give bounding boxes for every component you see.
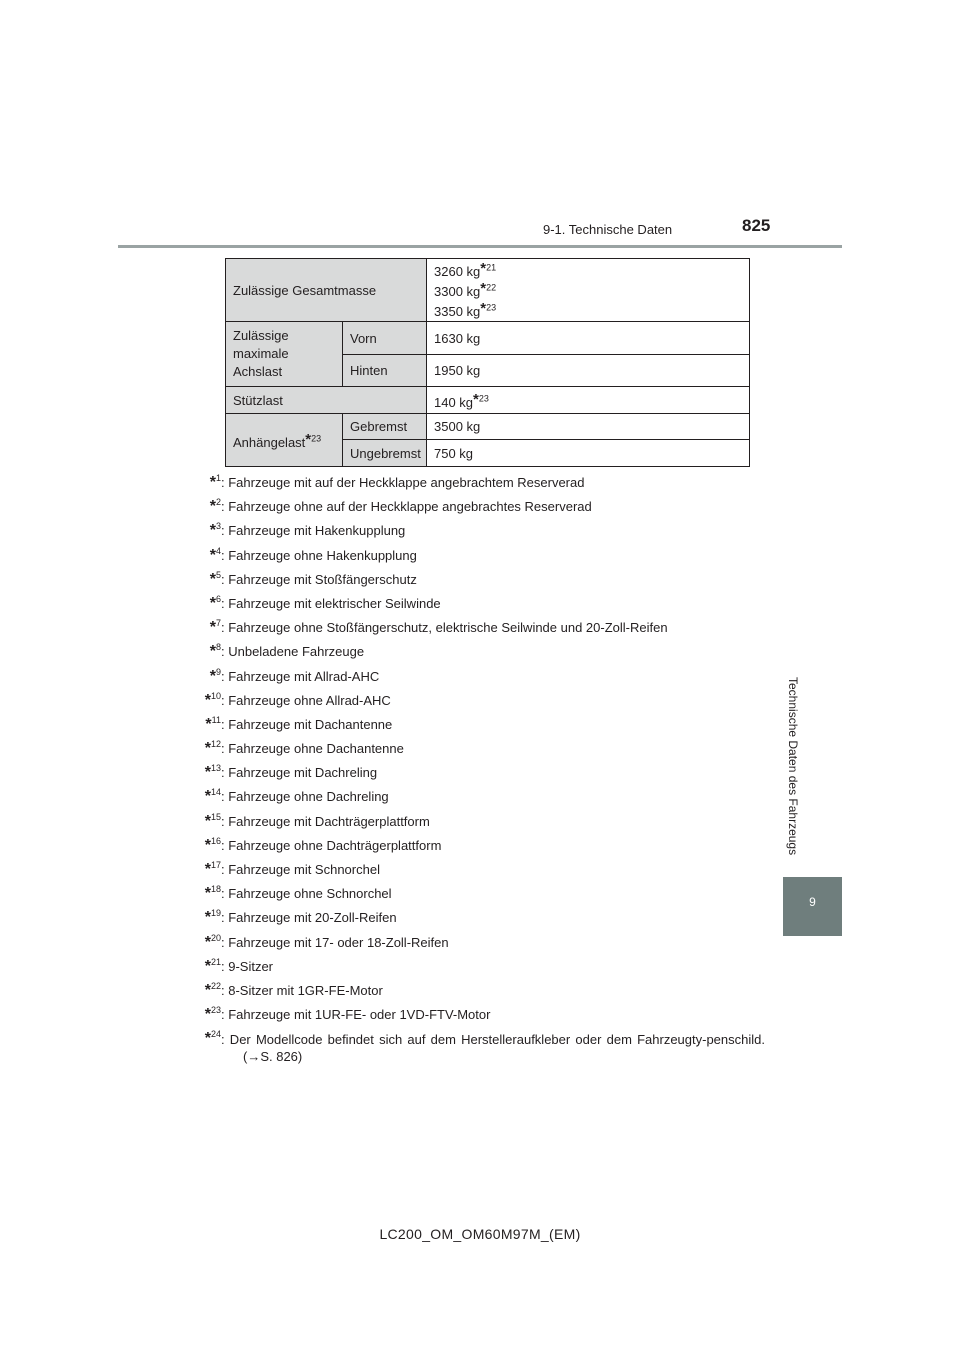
table-cell-label: Zulässige Gesamtmasse bbox=[226, 259, 427, 322]
footnote-marker: *$^{15}$ bbox=[204, 811, 221, 830]
footnote-marker: *$^8$ bbox=[209, 642, 221, 661]
table-row bbox=[226, 322, 750, 355]
footnote-text: : Fahrzeuge mit Stoßfängerschutz bbox=[221, 571, 417, 587]
footnote-text: : Fahrzeuge mit Dachträgerplattform bbox=[221, 813, 430, 829]
footnote-text: : Fahrzeuge ohne auf der Heckklappe angebrachtes Reserverad bbox=[221, 499, 592, 515]
footnote-marker: *$^{22}$ bbox=[204, 980, 221, 999]
footnote-item bbox=[204, 763, 750, 787]
footnote-item bbox=[209, 497, 750, 521]
footnote-marker: *$^{20}$ bbox=[204, 932, 221, 951]
gesamtmasse-value-2: 3300 kg*$^{22}$ bbox=[434, 280, 497, 300]
footnote-text: : Fahrzeuge mit elektrischer Seilwinde bbox=[221, 595, 441, 611]
footnote-item bbox=[209, 594, 750, 618]
footnote-text: : Fahrzeuge mit 17- oder 18-Zoll-Reifen bbox=[221, 934, 449, 950]
footnote-marker: *$^{16}$ bbox=[204, 835, 221, 854]
footnote-text: : Fahrzeuge ohne Dachreling bbox=[221, 789, 389, 805]
footnote-item bbox=[204, 956, 750, 981]
footnote-text: : Fahrzeuge mit Dachantenne bbox=[221, 716, 393, 732]
footnote-text: : Fahrzeuge ohne Schnorchel bbox=[221, 886, 392, 902]
header-rule bbox=[118, 245, 842, 248]
footnote-marker: *$^{14}$ bbox=[204, 787, 221, 806]
table-row bbox=[226, 387, 750, 414]
footnote-marker: *$^6$ bbox=[209, 593, 221, 612]
footnote-marker: *$^4$ bbox=[209, 545, 221, 564]
footnote-marker: *$^{19}$ bbox=[204, 908, 221, 927]
table-row bbox=[226, 414, 750, 440]
footnote-marker: *$^5$ bbox=[209, 569, 221, 588]
footnote-marker: *$^{10}$ bbox=[204, 690, 221, 709]
table-row bbox=[226, 259, 750, 322]
table-cell-label: Gebremst bbox=[343, 414, 427, 440]
footnote-text: : Fahrzeuge mit Schnorchel bbox=[221, 862, 380, 877]
footnote-marker: *$^{21}$ bbox=[204, 956, 221, 975]
footnote-text: : Fahrzeuge ohne Dachträgerplattform bbox=[221, 837, 442, 853]
footnote-marker: *$^2$ bbox=[209, 497, 221, 516]
footnote-text: : Fahrzeuge mit Hakenkupplung bbox=[221, 523, 406, 539]
footnote-marker: *$^{18}$ bbox=[204, 884, 221, 903]
footnote-item bbox=[204, 1029, 765, 1069]
footnote-marker: *$^1$ bbox=[209, 473, 221, 491]
footnote-item bbox=[204, 1005, 750, 1029]
footnote-text: : Fahrzeuge mit Dachreling bbox=[221, 765, 378, 781]
footnote-item bbox=[204, 811, 750, 836]
footnote-text: : 8-Sitzer mit 1GR-FE-Motor bbox=[221, 982, 383, 998]
page-number: 825 bbox=[742, 216, 771, 235]
footnote-item bbox=[204, 908, 750, 932]
footnote-text: : Unbeladene Fahrzeuge bbox=[221, 644, 365, 660]
footnote-text: : Der Modellcode befindet sich auf dem Herstelleraufkleber oder dem Fahrzeugty-penschild. (→S. 826) bbox=[221, 1032, 765, 1065]
footnote-item bbox=[209, 473, 750, 497]
table-cell-value: 1630 kg bbox=[427, 322, 750, 355]
table-cell-label: Stützlast bbox=[226, 387, 427, 414]
footnote-marker: *$^{17}$ bbox=[204, 860, 221, 878]
footnote-item bbox=[204, 787, 750, 811]
footnote-marker: *$^{13}$ bbox=[204, 763, 221, 782]
gesamtmasse-value-1: 3260 kg*$^{21}$ bbox=[434, 259, 497, 279]
table-cell-value: 1950 kg bbox=[427, 355, 750, 387]
footnote-item bbox=[209, 570, 750, 594]
footnote-item bbox=[204, 835, 750, 860]
footnote-item bbox=[209, 546, 750, 570]
footnote-marker: *$^{12}$ bbox=[204, 739, 221, 758]
footnote-item bbox=[204, 690, 750, 715]
footnote-list bbox=[204, 473, 765, 1069]
footnote-marker: *$^{23}$ bbox=[204, 1005, 221, 1024]
table-cell-label: Vorn bbox=[343, 322, 427, 355]
footnote-item bbox=[204, 739, 750, 763]
footnote-item bbox=[204, 860, 750, 884]
table-cell-value: 750 kg bbox=[427, 440, 750, 467]
table-cell-value bbox=[427, 259, 750, 322]
table-cell-label: Hinten bbox=[343, 355, 427, 387]
footnote-text: : Fahrzeuge ohne Dachantenne bbox=[221, 741, 404, 757]
footnote-item bbox=[209, 642, 750, 666]
footnote-item bbox=[204, 884, 750, 908]
spec-table bbox=[225, 258, 750, 467]
side-chapter-label: Technische Daten des Fahrzeugs bbox=[786, 677, 800, 856]
footnote-text: : 9-Sitzer bbox=[221, 958, 274, 974]
footnote-text: : Fahrzeuge mit Allrad-AHC bbox=[221, 668, 380, 684]
footnote-item bbox=[209, 521, 750, 545]
document-code: LC200_OM_OM60M97M_(EM) bbox=[379, 1226, 581, 1242]
gesamtmasse-value-3: 3350 kg*$^{23}$ bbox=[434, 300, 497, 320]
footnote-text: : Fahrzeuge mit auf der Heckklappe angebrachtem Reserverad bbox=[221, 475, 585, 490]
footnote-item bbox=[205, 714, 750, 739]
footnote-marker: *$^9$ bbox=[209, 666, 221, 685]
footnote-marker: *$^{11}$ bbox=[205, 714, 221, 733]
footnote-text: : Fahrzeuge ohne Stoßfängerschutz, elektrische Seilwinde und 20-Zoll-Reifen bbox=[221, 620, 668, 636]
table-cell-label: Anhängelast*$^{23}$ bbox=[226, 414, 343, 467]
footnote-marker: *$^3$ bbox=[209, 521, 221, 540]
table-cell-label: Zulässige maximale Achslast bbox=[226, 322, 343, 387]
table-cell-value: 3500 kg bbox=[427, 414, 750, 440]
table-cell-label: Ungebremst bbox=[343, 440, 427, 467]
footnote-item bbox=[204, 932, 750, 957]
chapter-number: 9 bbox=[809, 895, 816, 909]
footnote-item bbox=[209, 667, 750, 691]
section-title: 9-1. Technische Daten bbox=[543, 222, 673, 237]
footnote-text: : Fahrzeuge mit 20-Zoll-Reifen bbox=[221, 910, 397, 926]
footnote-item bbox=[209, 618, 750, 642]
chapter-tab[interactable] bbox=[783, 877, 842, 936]
footnote-marker: *$^{24}$ bbox=[204, 1029, 221, 1048]
footnote-text: : Fahrzeuge ohne Hakenkupplung bbox=[221, 547, 417, 563]
footnote-text: : Fahrzeuge mit 1UR-FE- oder 1VD-FTV-Motor bbox=[221, 1007, 491, 1023]
footnote-marker: *$^7$ bbox=[209, 618, 221, 637]
footnote-item bbox=[204, 980, 750, 1005]
footnote-text: : Fahrzeuge ohne Allrad-AHC bbox=[221, 692, 391, 708]
table-cell-value: 140 kg*$^{23}$ bbox=[427, 387, 750, 414]
